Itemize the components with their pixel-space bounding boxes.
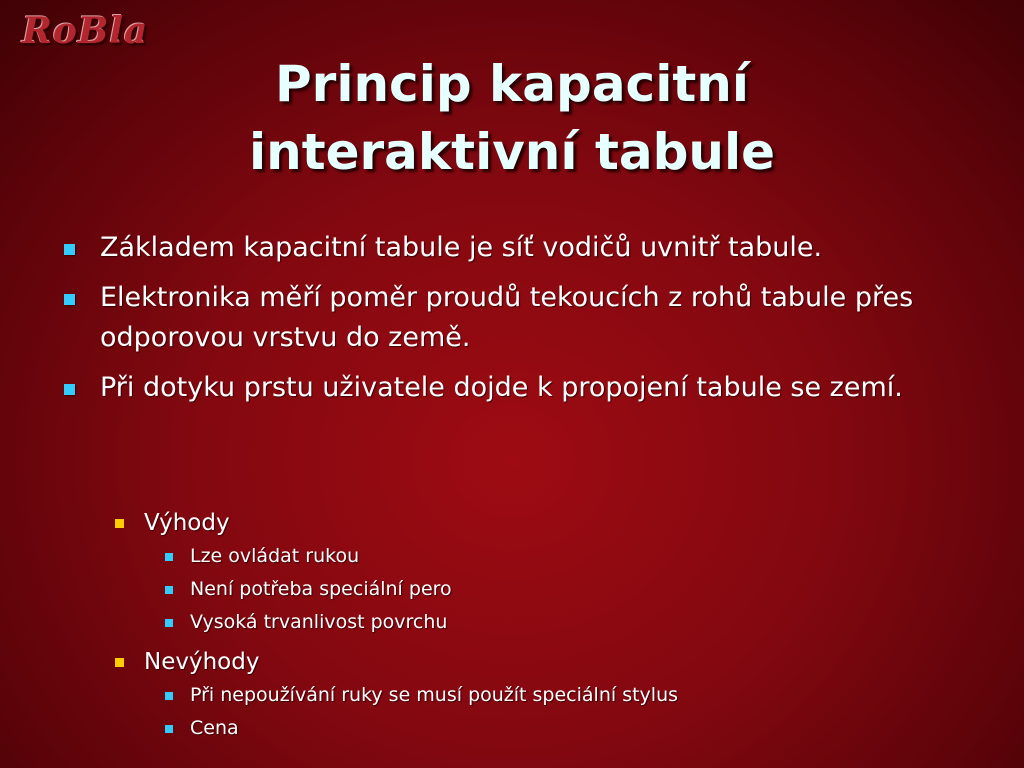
list-item	[164, 573, 974, 606]
bullet-text: Při dotyku prstu uživatele dojde k propojení tabule se zemí.	[100, 372, 903, 403]
list-item-text: Není potřeba speciální pero	[190, 578, 452, 600]
list-item-text: Vysoká trvanlivost povrchu	[190, 611, 448, 633]
main-bullet-list	[62, 228, 962, 418]
square-bullet-icon	[64, 384, 75, 395]
list-item	[164, 712, 974, 745]
section-label: Nevýhody	[144, 649, 260, 675]
square-bullet-icon	[115, 519, 124, 528]
slide-title-line-2: interaktivní tabule	[248, 123, 776, 181]
square-bullet-icon	[64, 244, 75, 255]
square-bullet-icon	[165, 692, 173, 700]
square-bullet-icon	[165, 619, 173, 627]
square-bullet-icon	[115, 658, 124, 667]
bullet-text: Elektronika měří poměr proudů tekoucích z rohů tabule přes odporovou vrstvu do země.	[100, 282, 914, 353]
list-item-text: Při nepoužívání ruky se musí použít speciální stylus	[190, 684, 679, 706]
slide-title-line-1: Princip kapacitní	[275, 55, 749, 113]
section-heading-vyhody	[114, 506, 974, 540]
nevyhody-list	[164, 679, 974, 745]
vyhody-list	[164, 540, 974, 639]
square-bullet-icon	[165, 586, 173, 594]
robla-logo: RoBla	[22, 10, 149, 52]
bullet-item	[62, 228, 962, 268]
list-item	[164, 679, 974, 712]
bullet-item	[62, 368, 962, 408]
square-bullet-icon	[64, 294, 75, 305]
list-item	[164, 540, 974, 573]
bullet-item	[62, 278, 962, 358]
list-item	[164, 606, 974, 639]
section-label: Výhody	[144, 510, 230, 536]
slide-title	[0, 50, 1024, 186]
list-item-text: Lze ovládat rukou	[190, 545, 360, 567]
square-bullet-icon	[165, 725, 173, 733]
section-heading-nevyhody	[114, 645, 974, 679]
square-bullet-icon	[165, 553, 173, 561]
bullet-text: Základem kapacitní tabule je síť vodičů uvnitř tabule.	[100, 232, 823, 263]
list-item-text: Cena	[190, 717, 239, 739]
pros-cons-list	[114, 506, 974, 751]
